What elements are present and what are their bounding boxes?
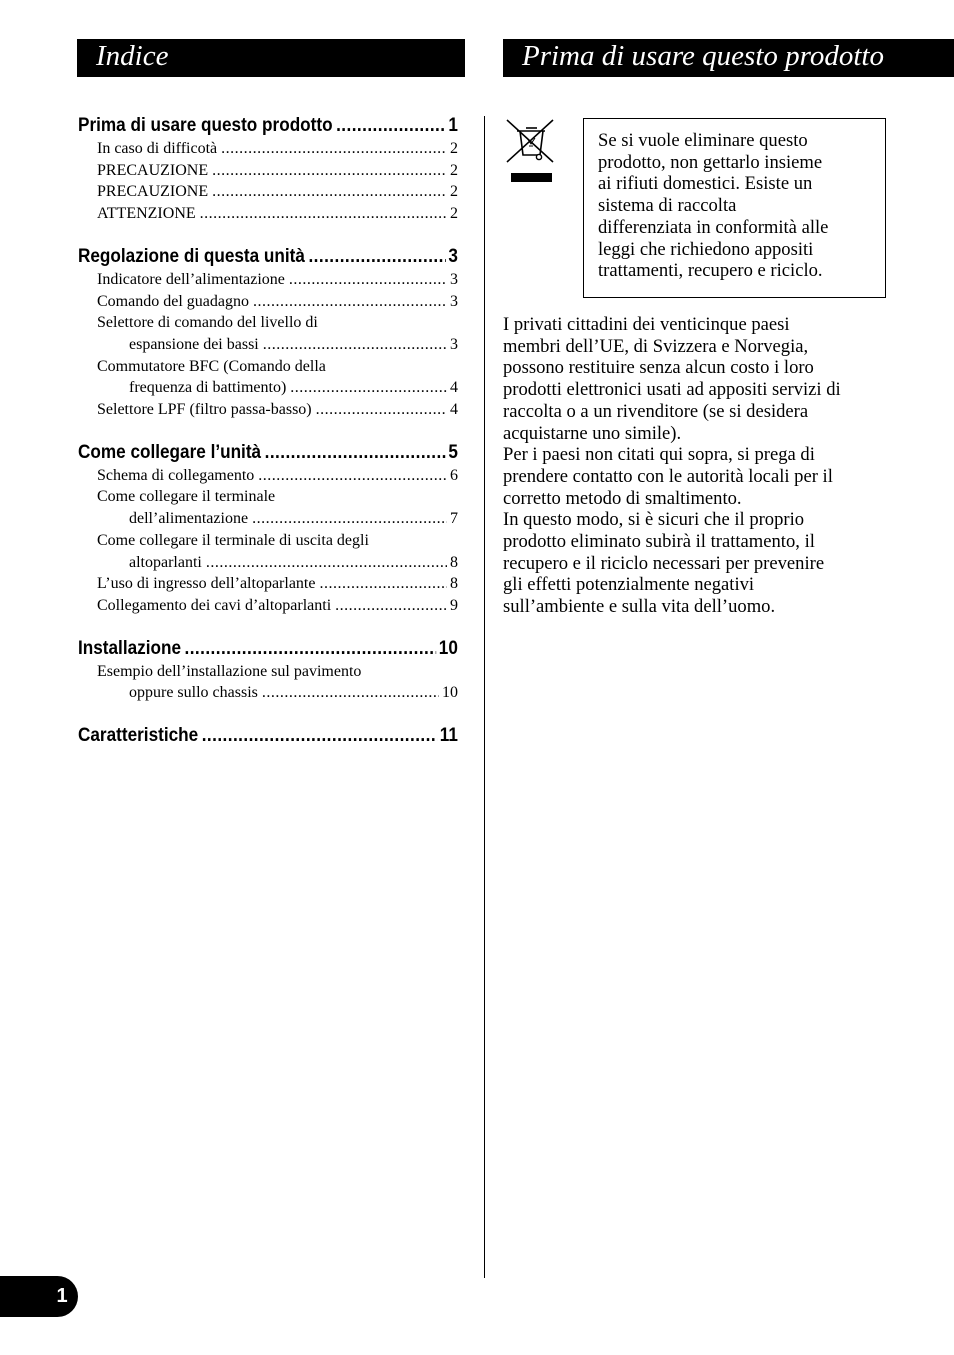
dot-leader [319, 573, 447, 595]
page-number-tab [0, 1276, 78, 1317]
toc-entry-page: 10 [442, 684, 458, 702]
notice-line: sistema di raccolta [598, 195, 737, 217]
notice-line: ai rifiuti domestici. Esiste un [598, 173, 813, 195]
dot-leader [252, 508, 447, 530]
dot-leader [290, 377, 447, 399]
notice-line: prodotto, non gettarlo insieme [598, 151, 823, 173]
toc-entry-page: 2 [450, 183, 458, 201]
toc-heading [78, 439, 458, 465]
toc-entry-label: PRECAUZIONE [97, 183, 209, 201]
toc-entry [129, 682, 458, 704]
toc-heading [78, 722, 458, 748]
toc-heading-title: Regolazione di questa unità [78, 244, 305, 267]
dot-leader [185, 635, 437, 661]
toc-entry-label: ATTENZIONE [97, 205, 196, 223]
toc-entry-page: 4 [450, 379, 458, 397]
toc-entry [97, 661, 458, 683]
toc-entry-page: 8 [450, 553, 458, 571]
toc-heading-page: 3 [448, 244, 458, 267]
toc-heading [78, 112, 458, 138]
toc-heading-page: 1 [448, 114, 458, 136]
toc-entry-label: Indicatore dell’alimentazione [97, 270, 285, 288]
toc-entry [97, 269, 458, 291]
toc-section [78, 243, 458, 421]
dot-leader [262, 682, 439, 704]
disposal-instructions-text [503, 314, 888, 618]
toc-entry-label: oppure sullo chassis [129, 684, 258, 702]
toc-entry [97, 595, 458, 617]
toc-entry [129, 377, 458, 399]
toc-entry-page: 2 [450, 161, 458, 179]
toc-entry [129, 334, 458, 356]
toc-entry-page: 4 [450, 401, 458, 419]
toc-entry-label: Comando del guadagno [97, 292, 249, 310]
dot-leader [202, 722, 437, 748]
toc-heading-page: 5 [448, 440, 458, 463]
body-line: prodotto eliminato subirà il trattamento, il [503, 531, 815, 553]
dot-leader [258, 465, 447, 487]
toc-entry-label: Selettore di comando del livello di [97, 314, 318, 332]
toc-entry-label: L’uso di ingresso dell’altoparlante [97, 575, 316, 593]
notice-line: Se si vuole eliminare questo [598, 130, 808, 151]
toc-entry-label: Collegamento dei cavi d’altoparlanti [97, 596, 332, 614]
dot-leader [265, 439, 446, 465]
toc-heading-title: Caratteristiche [78, 724, 199, 747]
toc-entry-label: dell’alimentazione [129, 510, 249, 528]
toc-entry [97, 356, 458, 378]
toc-heading [78, 635, 458, 661]
toc-entry [97, 203, 458, 225]
toc-heading-page: 10 [438, 636, 458, 659]
dot-leader [212, 160, 447, 182]
toc-entry-page: 6 [450, 466, 458, 484]
toc-entry-page: 9 [450, 596, 458, 614]
body-line: I privati cittadini dei venticinque paesi [503, 314, 790, 335]
dot-leader [316, 399, 447, 421]
crossed-out-wheelie-bin-icon [504, 117, 558, 183]
toc-entry-page: 7 [450, 510, 458, 528]
toc-entry-label: altoparlanti [129, 553, 202, 571]
table-of-contents [78, 112, 458, 766]
body-line: prendere contatto con le autorità locali per il [503, 465, 833, 487]
notice-line: leggi che richiedono appositi [598, 238, 814, 260]
notice-line: trattamenti, recupero e riciclo. [598, 260, 823, 282]
body-paragraph [503, 509, 888, 618]
body-line: acquistarne uno simile). [503, 422, 682, 444]
dot-leader [221, 138, 447, 160]
toc-section [78, 635, 458, 704]
body-line: membri dell’UE, di Svizzera e Norvegia, [503, 335, 809, 357]
toc-entry [97, 160, 458, 182]
toc-entry-page: 8 [450, 575, 458, 593]
section-header-title: Prima di usare questo prodotto [522, 40, 884, 72]
toc-entry [97, 465, 458, 487]
toc-entry-page: 2 [450, 140, 458, 157]
toc-entry [97, 181, 458, 203]
toc-entry-label: Selettore LPF (filtro passa-basso) [97, 401, 312, 419]
toc-entry [97, 486, 458, 508]
body-line: Per i paesi non citati qui sopra, si prega di [503, 444, 815, 466]
toc-heading-title: Prima di usare questo prodotto [78, 114, 333, 136]
toc-section [78, 439, 458, 617]
body-line: gli effetti potenzialmente negativi [503, 574, 755, 596]
page-number: 1 [56, 1285, 68, 1307]
dot-leader [206, 552, 447, 574]
toc-entry-label: Schema di collegamento [97, 466, 255, 484]
toc-entry-label: PRECAUZIONE [97, 161, 209, 179]
dot-leader [200, 203, 447, 225]
toc-heading-title: Installazione [78, 636, 181, 659]
toc-entry-page: 3 [450, 335, 458, 353]
body-line: possono restituire senza alcun costo i loro [503, 357, 814, 379]
body-line: raccolta o a un rivenditore (se si desidera [503, 400, 809, 422]
toc-entry-label: frequenza di battimento) [129, 379, 287, 397]
toc-section [78, 112, 458, 225]
toc-heading-title: Come collegare l’unità [78, 440, 262, 463]
dot-leader [289, 269, 447, 291]
toc-entry-page: 3 [450, 270, 458, 288]
disposal-notice-box [583, 118, 886, 298]
dot-leader [263, 334, 447, 356]
toc-entry [97, 530, 458, 552]
section-header-bar [503, 39, 954, 77]
toc-entry [97, 573, 458, 595]
toc-heading-page: 11 [439, 724, 458, 747]
dot-leader [212, 181, 447, 203]
toc-entry-label: Come collegare il terminale [97, 488, 276, 506]
toc-heading [78, 243, 458, 269]
dot-leader [308, 243, 445, 269]
dot-leader [253, 291, 447, 313]
toc-entry [97, 138, 458, 160]
body-line: In questo modo, si è sicuri che il proprio [503, 509, 805, 531]
body-line: sull’ambiente e sulla vita dell’uomo. [503, 596, 776, 618]
toc-entry-label: Commutatore BFC (Comando della [97, 357, 326, 375]
toc-entry-label: Esempio dell’installazione sul pavimento [97, 662, 362, 680]
toc-entry [129, 508, 458, 530]
toc-section [78, 722, 458, 748]
toc-header-bar [77, 39, 465, 77]
toc-entry [129, 552, 458, 574]
toc-entry [97, 312, 458, 334]
toc-entry-page: 2 [450, 205, 458, 223]
body-paragraph [503, 314, 888, 444]
body-line: recupero e il riciclo necessari per prevenire [503, 552, 825, 574]
body-line: prodotti elettronici usati ad appositi servizi di [503, 379, 841, 401]
toc-entry-label: In caso di difficotà [97, 140, 218, 157]
notice-line: differenziata in conformità alle [598, 216, 829, 238]
toc-entry-page: 3 [450, 292, 458, 310]
body-line: corretto metodo di smaltimento. [503, 487, 742, 509]
toc-entry [97, 399, 458, 421]
column-divider [484, 116, 485, 1278]
toc-entry-label: Come collegare il terminale di uscita degli [97, 531, 369, 549]
body-paragraph [503, 444, 888, 509]
toc-header-title: Indice [96, 40, 169, 72]
toc-entry-label: espansione dei bassi [129, 335, 259, 353]
dot-leader [335, 595, 447, 617]
toc-entry [97, 291, 458, 313]
dot-leader [336, 112, 446, 138]
